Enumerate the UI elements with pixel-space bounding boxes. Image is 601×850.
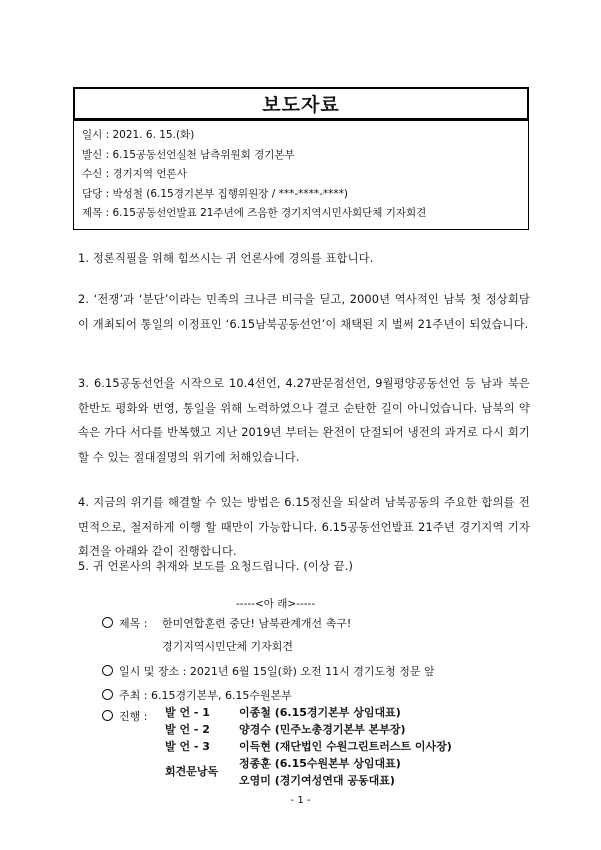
paragraph-3: 3. 6.15공동선언을 시작으로 10.4선언, 4.27판문점선언, 9월평양공동선언 등 남과 북은 한반도 평화와 번영, 통일을 위해 노력하였으나 결코 순탄한 길이 아니었습니다. 남북의 약속은 가다 서다를 반복했고 지난 2019년 부터는 완전이 단절되어 냉전의 과거로 다시 회기 할 수 있는 절대절명의 위기에 처해있습니다. (78, 377, 530, 464)
speaker-1-name: 이종철 (6.15경기본부 상임대표) (239, 706, 401, 719)
reading-label: 회견문낭독 (165, 765, 219, 778)
bullet-circle-icon (102, 617, 113, 628)
date-line: 일시 : 2021. 6. 15.(화) (82, 129, 195, 141)
speaker-3-label: 발 언 - 3 (165, 740, 210, 753)
sender-line: 발신 : 6.15공동선언실천 남측위원회 경기본부 (82, 148, 295, 161)
speaker-3-name: 이득현 (재단법인 수원그린트러스트 이사장) (239, 740, 452, 753)
section-separator: -----<아 래>----- (236, 598, 316, 610)
bullet-circle-icon (102, 689, 113, 700)
speaker-2-label: 발 언 - 2 (165, 723, 210, 736)
event-host-text: 주최 : 6.15경기본부, 6.15수원본부 (119, 689, 292, 702)
paragraph-5: 5. 귀 언론사의 취재와 보도를 요청드립니다. (이상 끝.) (78, 560, 354, 573)
event-subject (102, 614, 147, 634)
event-progress (102, 707, 147, 727)
paragraph-2: 2. ‘전쟁’과 ‘분단’이라는 민족의 크나큰 비극을 딛고, 2000년 역사적인 남북 첫 정상회담이 개최되어 통일의 이정표인 ‘6.15남북공동선언’이 채택된 지 벌써 21주년이 되었습니다. (78, 293, 530, 331)
event-datetime-text: 일시 및 장소 : 2021년 6월 15일(화) 오전 11시 경기도청 정문 앞 (119, 665, 435, 678)
reader-2-name: 오영미 (경기여성연대 공동대표) (239, 774, 395, 787)
page-number: - 1 - (290, 795, 311, 806)
paragraph-1: 1. 정론직필을 위해 힘쓰시는 귀 언론사에 경의를 표합니다. (78, 252, 374, 265)
event-subject-value-2: 경기지역시민단체 기자회견 (162, 640, 294, 653)
contact-line: 담당 : 박성철 (6.15경기본부 집행위원장 / ***-****-****) (82, 187, 349, 200)
bullet-circle-icon (102, 665, 113, 676)
event-subject-label: 제목 : (119, 617, 148, 630)
event-progress-label: 진행 : (119, 710, 148, 723)
event-datetime (102, 662, 435, 682)
speaker-2-name: 양경수 (민주노총경기본부 본부장) (239, 723, 406, 736)
bullet-circle-icon (102, 710, 113, 721)
speaker-1-label: 발 언 - 1 (165, 706, 210, 719)
reader-1-name: 정종훈 (6.15수원본부 상임대표) (239, 757, 401, 770)
subject-line: 제목 : 6.15공동선언발표 21주년에 즈음한 경기지역시민사회단체 기자회견 (82, 207, 427, 220)
paragraph-4: 4. 지금의 위기를 해결할 수 있는 방법은 6.15정신을 되살려 남북공동의 주요한 합의를 전면적으로, 철저하게 이행 할 때만이 가능합니다. 6.15공동선언발표 21주년 경기지역 기자회견을 아래와 같이 진행합니다. (78, 496, 530, 559)
recipient-line: 수신 : 경기지역 언론사 (82, 168, 187, 181)
document-title: 보도자료 (73, 87, 529, 121)
event-subject-value: 한미연합훈련 중단! 남북관계개선 촉구! (162, 617, 352, 630)
header-info (82, 126, 522, 224)
